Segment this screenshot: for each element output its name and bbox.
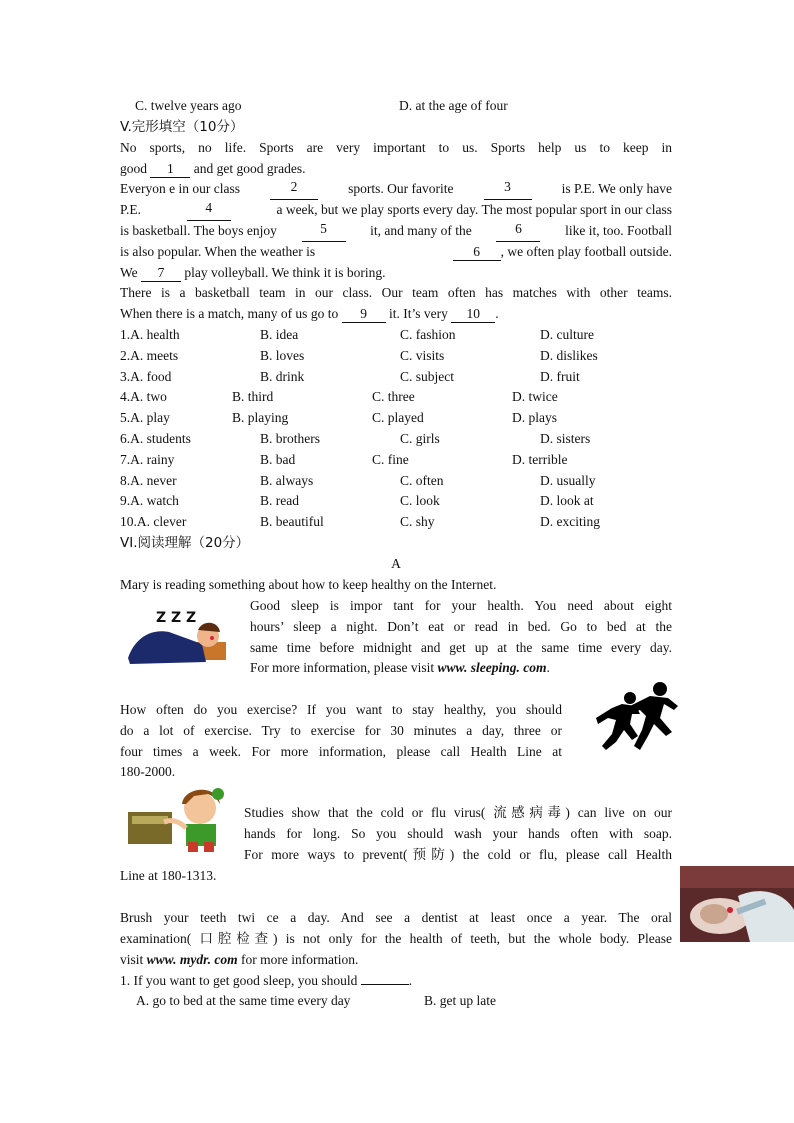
cloze-paragraph-line: is basketball. The boys enjoy 5 it, and many of the 6 like it, too. Football [120, 221, 672, 242]
q1-option-b: B. get up late [424, 993, 496, 1009]
sleep-paragraph: Good sleep is impor tant for your health. You need about eight hours’ sleep a night. Don’t eat or read in bed. Go to bed at the same time before midnight and get up at the same time every day. For more information, please visit www. sleeping. com. [250, 598, 672, 676]
q1-option-a: A. go to bed at the same time every day [136, 993, 351, 1009]
cloze-paragraph-line: We 7 play volleyball. We think it is boring. [120, 264, 386, 280]
cloze-paragraph-line: good 1 and get good grades. [120, 160, 306, 176]
blank-6a: 6 [496, 221, 540, 242]
option-row: 7.A. rainy B. bad C. fine D. terrible [120, 451, 568, 467]
cloze-paragraph-line: There is a basketball team in our class. Our team often has matches with other teams. [120, 285, 672, 301]
dental-website: www. mydr. com [146, 951, 238, 967]
runners-illustration [580, 680, 684, 754]
option-c: C. twelve years ago [135, 98, 242, 113]
cloze-options [120, 325, 672, 533]
girl-washing-hands-icon [124, 782, 236, 854]
option-row: 8.A. never B. always C. often D. usually [120, 472, 596, 488]
blank-5: 5 [302, 221, 346, 242]
sleep-illustration [124, 600, 236, 670]
blank-10: 10 [451, 306, 495, 323]
option-row: 5.A. play B. playing C. played D. plays [120, 410, 557, 426]
handwashing-illustration [124, 782, 236, 854]
option-row: 4.A. two B. third C. three D. twice [120, 389, 558, 405]
blank-4: 4 [187, 200, 231, 221]
question-1-options [120, 991, 672, 1012]
running-people-icon [580, 680, 684, 754]
section-heading-cloze: V.完形填空（10分） [120, 119, 244, 135]
question-1: 1. If you want to get good sleep, you should . [120, 970, 672, 991]
previous-question-options [135, 96, 695, 117]
exercise-paragraph: How often do you exercise? If you want to stay healthy, you should do a lot of exercise. Try to exercise for 30 minutes a day, three or four times a week. For more information, please call Health Line at 180-2000. [120, 702, 562, 780]
cloze-paragraph-line: P.E. 4 a week, but we play sports every day. The most popular sport in our class [120, 200, 672, 221]
flu-paragraph: Studies show that the cold or flu virus( 流感病毒) can live on our hands for long. So you should wash your hands often with soap. For more ways to prevent(预防) the cold or flu, please call Health [244, 805, 672, 862]
blank-6b: 6 [453, 244, 501, 261]
option-row: 3.A. food B. drink C. subject D. fruit [120, 368, 580, 384]
answer-blank[interactable] [361, 970, 409, 985]
cloze-paragraph-line: When there is a match, many of us go to 9 it. It’s very 10 . [120, 306, 499, 322]
blank-7: 7 [141, 265, 181, 282]
cloze-paragraph-line: Everyon e in our class 2 sports. Our favorite 3 is P.E. We only have [120, 179, 672, 200]
option-d: D. at the age of four [399, 98, 508, 113]
option-row: 9.A. watch B. read C. look D. look at [120, 493, 594, 509]
teeth-paragraph: Brush your teeth twi ce a day. And see a dentist at least once a year. The oral examination( 口腔检查) is not only for the health of teeth, but the whole body. Please visit www. mydr. com for more information. 1. If you want to get good sleep, you should . A. go to bed at the same time every day B. get up late [120, 908, 672, 1012]
option-row: 1.A. health B. idea C. fashion D. culture [120, 326, 594, 342]
section-heading-reading: VI.阅读理解（20分） [120, 534, 250, 551]
cloze-paragraph-line: is also popular. When the weather is 6 , we often play football outside. [120, 243, 672, 259]
flu-paragraph-end: Line at 180-1313. [120, 868, 217, 883]
cloze-paragraph-line: No sports, no life. Sports are very important to us. Sports help us to keep in [120, 139, 672, 155]
blank-1: 1 [150, 161, 190, 178]
sleeping-person-icon [124, 600, 236, 670]
option-row: 10.A. clever B. beautiful C. shy D. exciting [120, 514, 600, 530]
dental-exam-icon [680, 866, 794, 942]
sleep-website: www. sleeping. com [437, 660, 547, 676]
blank-9: 9 [342, 306, 386, 323]
reading-intro: Mary is reading something about how to keep healthy on the Internet. [120, 576, 497, 592]
option-row: 2.A. meets B. loves C. visits D. dislikes [120, 347, 598, 363]
passage-label: A [391, 555, 401, 571]
svg-text:Z Z Z: Z Z Z [156, 610, 197, 626]
blank-2: 2 [270, 179, 318, 200]
cloze-section [120, 117, 672, 595]
dentist-photo [680, 866, 794, 942]
option-row: 6.A. students B. brothers C. girls D. sisters [120, 430, 591, 446]
blank-3: 3 [484, 179, 532, 200]
